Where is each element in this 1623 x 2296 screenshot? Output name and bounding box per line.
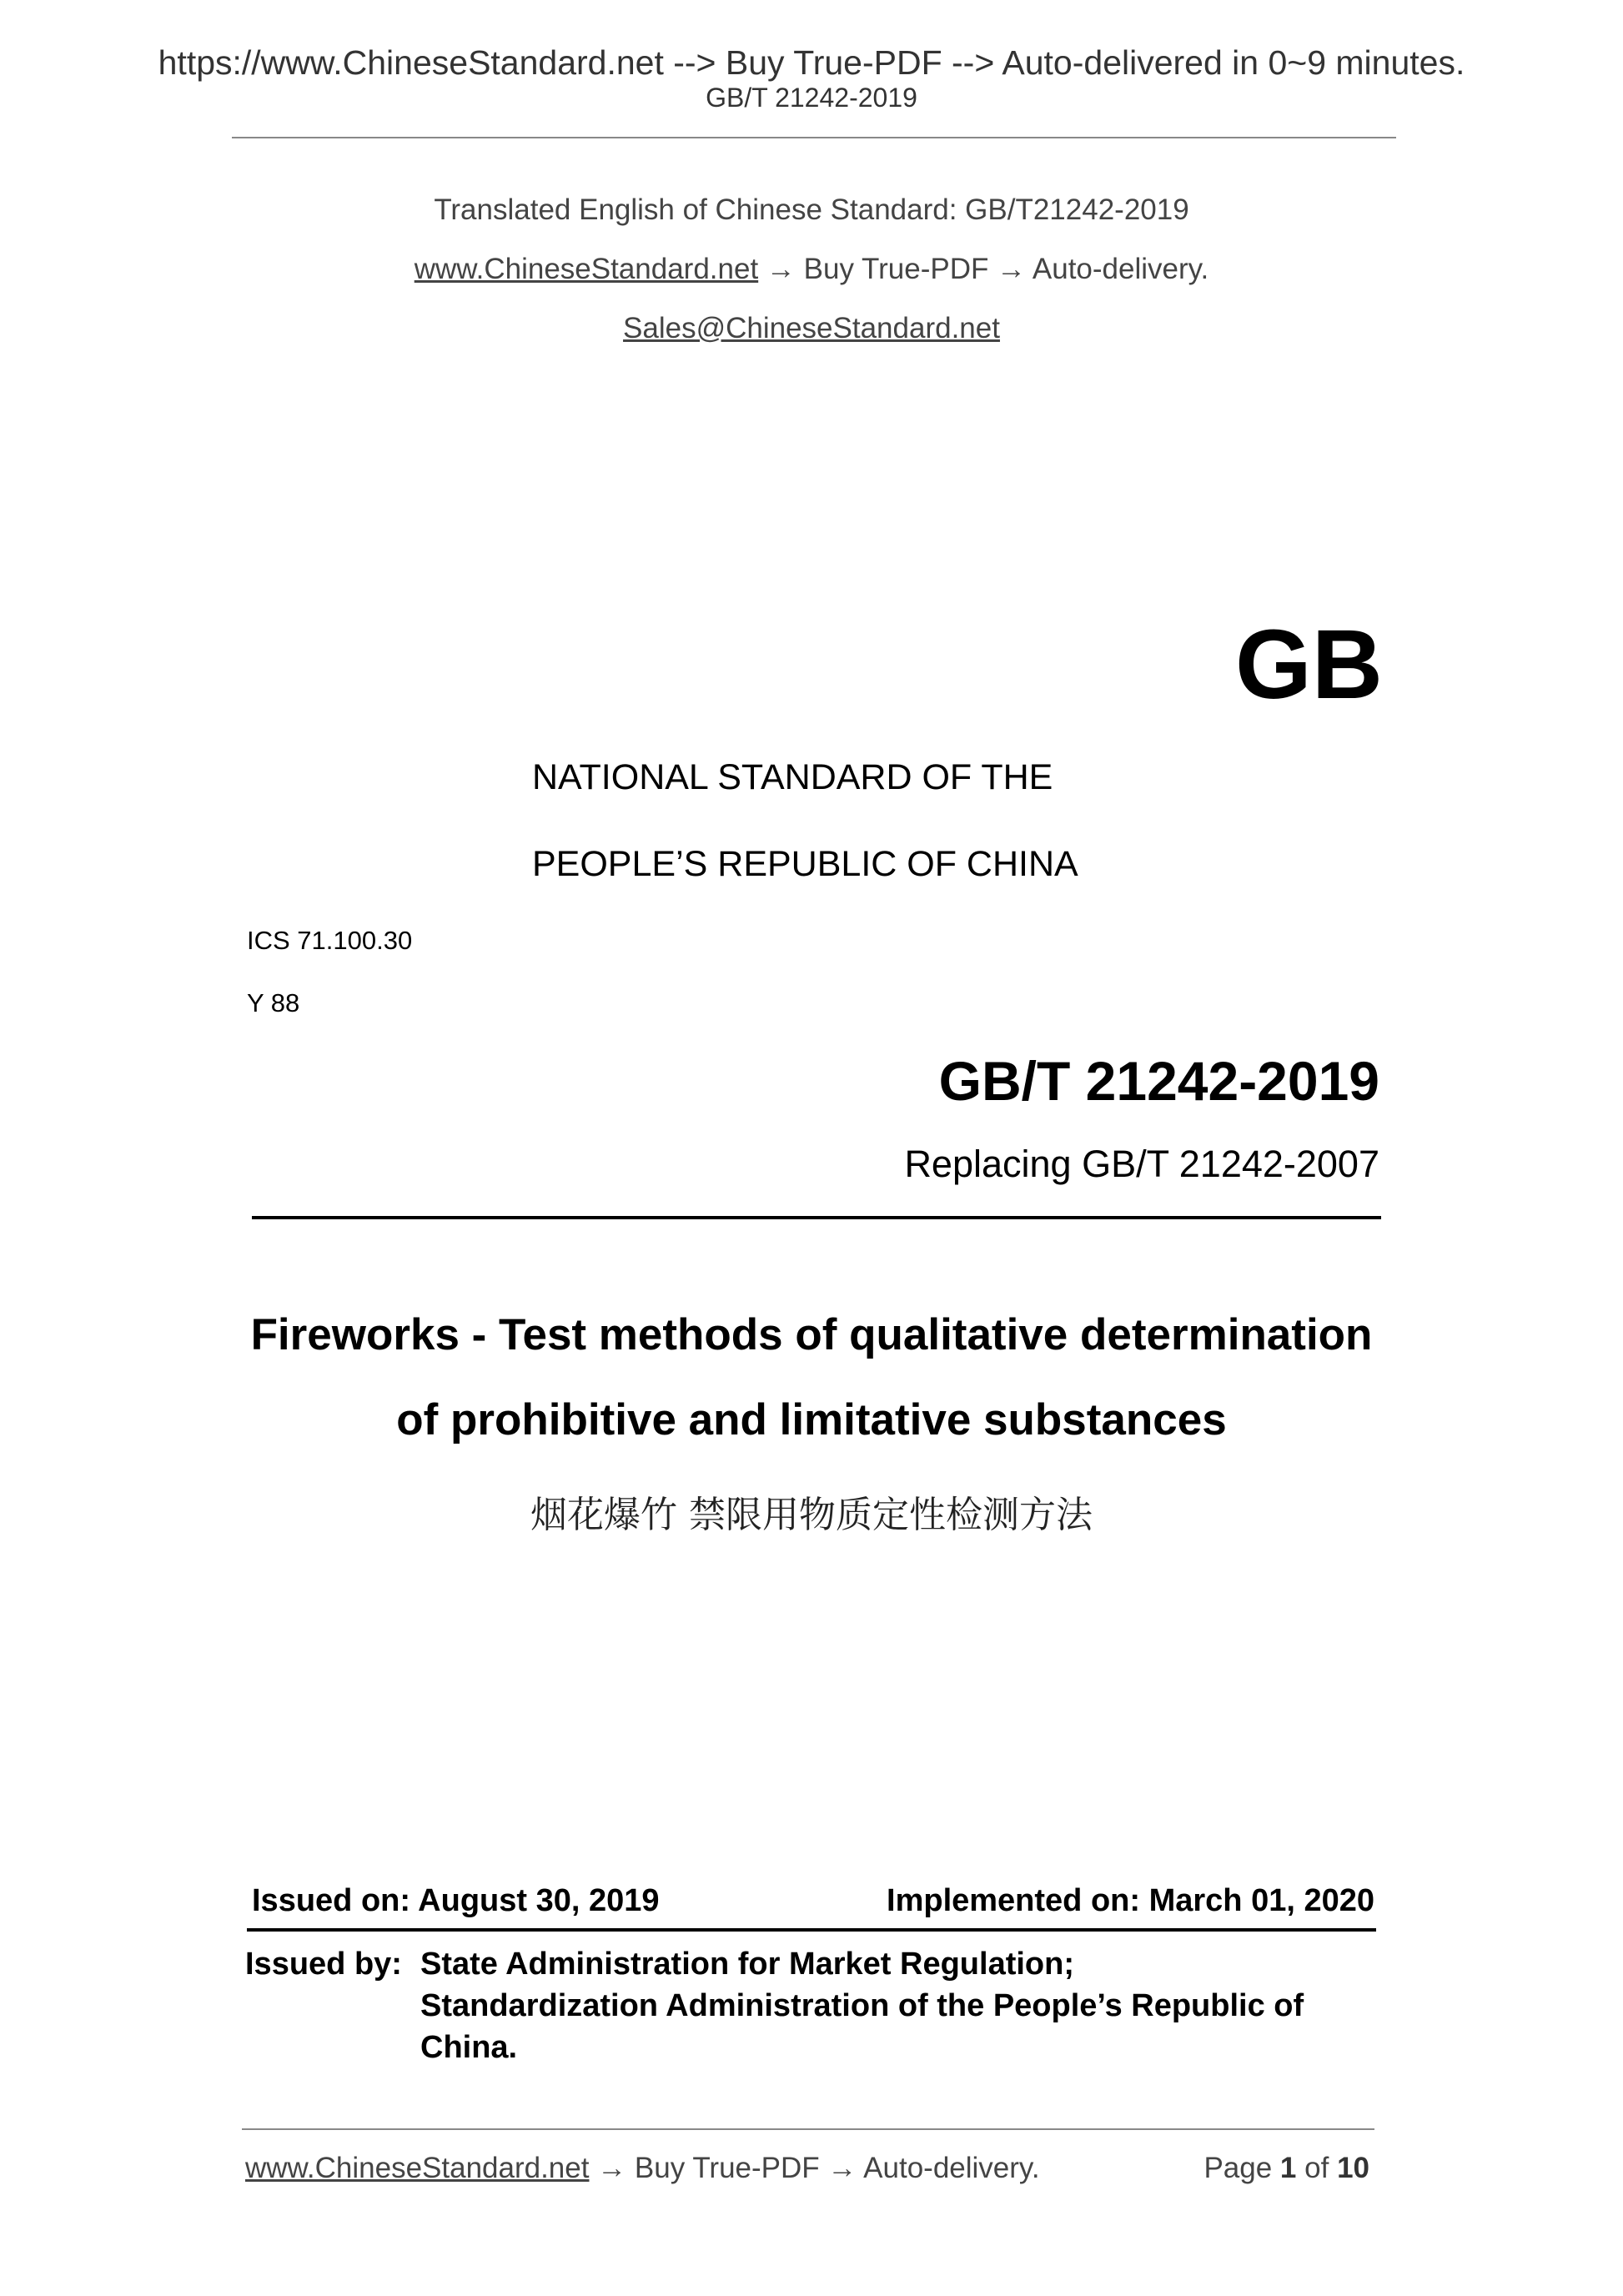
issued-on-date: Issued on: August 30, 2019 [252,1883,660,1918]
issued-by-line2: Standardization Administration of the People’s Republic of [420,1988,1304,2023]
standard-number: GB/T 21242-2019 [938,1050,1379,1112]
header-standard-code: GB/T 21242-2019 [706,83,917,113]
national-standard-line2: PEOPLE’S REPUBLIC OF CHINA [532,844,1078,884]
footer-website-suffix: → Buy True-PDF → Auto-delivery. [597,2152,1040,2184]
category-code: Y 88 [247,988,300,1017]
national-standard-line1: NATIONAL STANDARD OF THE [532,757,1053,797]
issued-by-line1: State Administration for Market Regulation; [420,1947,1074,1982]
footer-website-line [245,2152,1040,2185]
top-banner: https://www.ChineseStandard.net --> Buy True-PDF --> Auto-delivered in 0~9 minutes. [158,43,1465,82]
ics-code: ICS 71.100.30 [247,926,413,955]
title-line1: Fireworks - Test methods of qualitative determination [250,1310,1373,1359]
footer-divider [242,2128,1374,2130]
page-label: Page [1203,2152,1273,2184]
page-current: 1 [1279,2152,1297,2184]
gb-logo: GB [1235,610,1383,720]
email-link[interactable]: Sales@ChineseStandard.net [623,312,1000,344]
translated-title: Translated English of Chinese Standard: GB/T21242-2019 [434,193,1189,226]
page-of: of [1304,2152,1329,2184]
title-line2: of prohibitive and limitative substances [396,1395,1227,1444]
website-suffix: → Buy True-PDF → Auto-delivery. [766,253,1209,285]
issued-by-line3: China. [420,2030,518,2065]
title-divider [252,1216,1381,1219]
website-link[interactable]: www.ChineseStandard.net [414,253,759,285]
replacing-standard: Replacing GB/T 21242-2007 [904,1143,1379,1185]
header-divider [232,137,1396,138]
footer-website-link[interactable]: www.ChineseStandard.net [245,2152,590,2184]
intro-email-line [0,312,1623,345]
title-chinese: 烟花爆竹 禁限用物质定性检测方法 [530,1494,1093,1536]
issued-by-label: Issued by: [245,1947,402,1982]
implemented-on-date: Implemented on: March 01, 2020 [887,1883,1374,1918]
issue-divider [247,1928,1376,1932]
page-indicator [1203,2152,1369,2185]
intro-website-line [0,253,1623,286]
page-total: 10 [1337,2152,1369,2184]
